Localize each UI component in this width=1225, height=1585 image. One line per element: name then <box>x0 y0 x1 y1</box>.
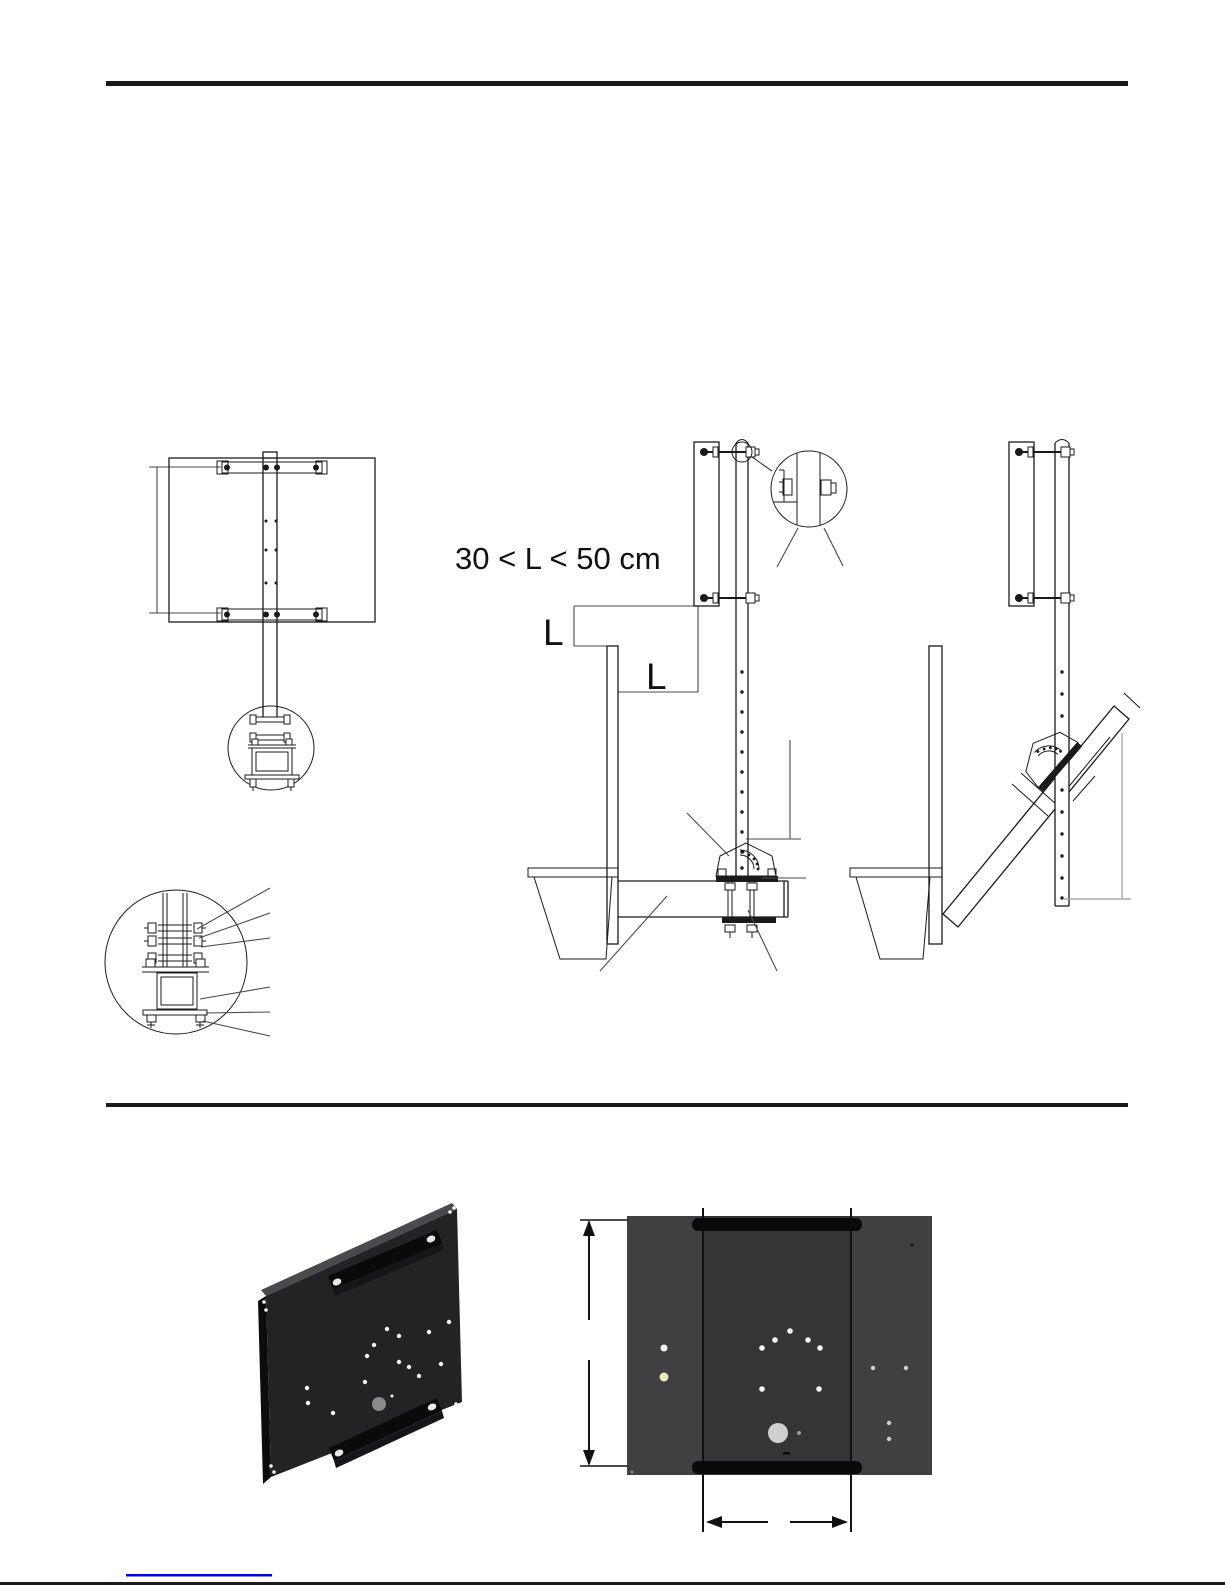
bottom-mounting-rail <box>217 608 327 621</box>
front-view-figure <box>149 452 375 791</box>
parapet-wall-right <box>929 646 942 944</box>
beam-clamp <box>716 869 778 938</box>
clamp-bolt-row <box>144 923 206 933</box>
flower-basket <box>528 868 618 959</box>
callout-leader-lines <box>197 888 270 1036</box>
clamp-detail-bubble-small <box>228 706 314 791</box>
balcony-side-view-figure <box>455 440 847 972</box>
back-rail-bottom <box>692 1461 862 1474</box>
clamp-detail-figure <box>105 888 270 1036</box>
clamp-bolt-row <box>144 936 206 946</box>
tilt-bracket-right <box>1013 721 1082 792</box>
clearance-note: 30 < L < 50 cm <box>455 541 661 576</box>
top-mounting-rail <box>217 461 327 474</box>
side-view-leaders <box>600 740 806 971</box>
mid-section-rule <box>106 1103 1128 1107</box>
width-dimension <box>706 1516 848 1528</box>
upper-L-dimension <box>574 606 698 692</box>
flower-basket-right <box>850 868 942 959</box>
bolt-detail-bubble <box>771 451 847 567</box>
top-section-rule <box>106 81 1128 86</box>
panel-back-view <box>580 1208 932 1532</box>
handrail-beam <box>618 881 788 917</box>
stair-rail-side-view-figure <box>850 440 1140 960</box>
lower-L-label: L <box>646 656 667 697</box>
height-dimension <box>580 1220 628 1466</box>
back-rail-top <box>692 1218 862 1231</box>
detail-connector <box>752 457 772 471</box>
clamp-bolt-row <box>148 953 202 963</box>
parapet-wall <box>607 646 618 944</box>
tinted-hole <box>660 1373 669 1382</box>
upper-L-label: L <box>543 612 564 653</box>
front-view-height-dimension <box>149 467 221 613</box>
link-underline[interactable] <box>126 1574 272 1577</box>
antenna-panel-outline <box>169 458 375 622</box>
panel-mast-bolts <box>700 447 759 603</box>
mast-front <box>263 452 278 717</box>
inclined-rail-beam <box>943 706 1129 927</box>
antenna-panel-side <box>694 442 719 606</box>
panel-3d-render <box>258 1203 462 1484</box>
antenna-panel-side-right <box>1009 442 1034 606</box>
mast-holes <box>740 670 743 869</box>
